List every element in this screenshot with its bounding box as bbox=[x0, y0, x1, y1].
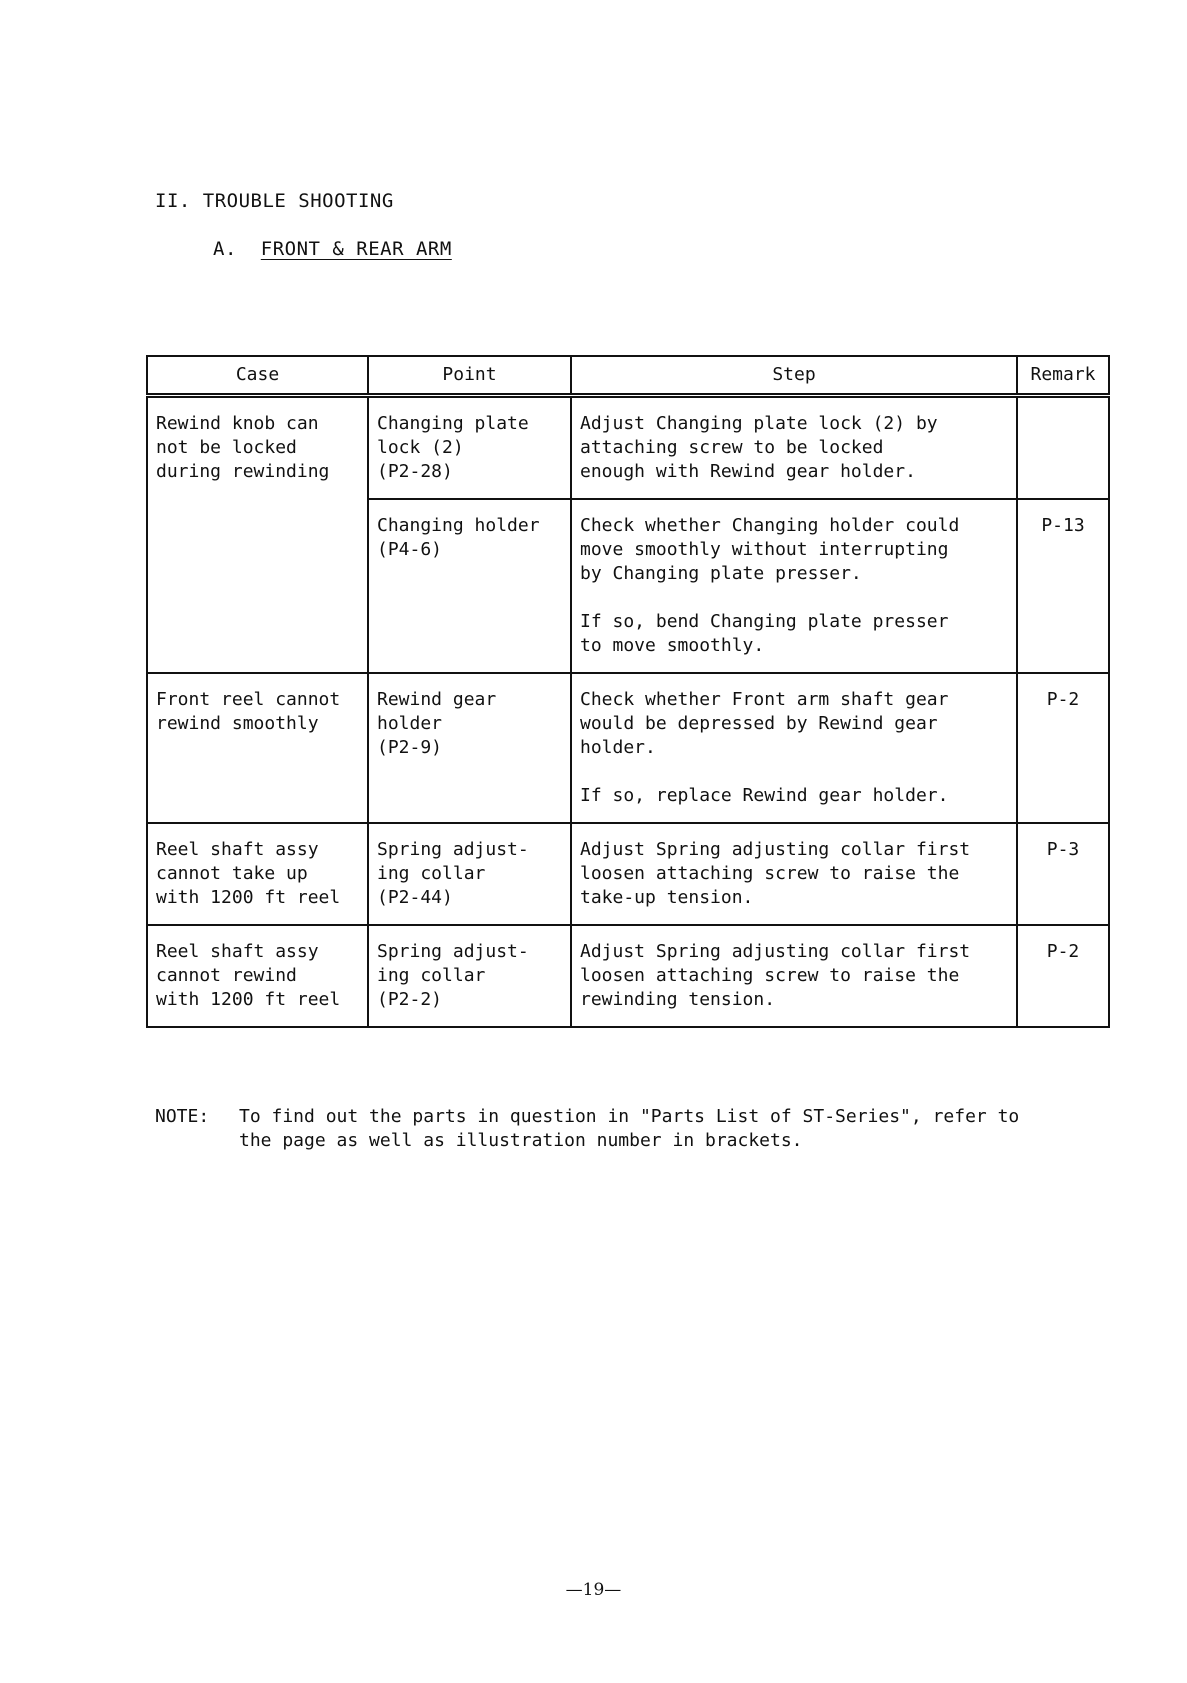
note-text: To find out the parts in question in "Parts List of ST-Series", refer to the page as well as illustration number in brackets. bbox=[239, 1106, 1020, 1151]
case-cell: Rewind knob can not be locked during rewinding bbox=[147, 396, 368, 674]
subsection-name: FRONT & REAR ARM bbox=[260, 238, 452, 260]
table-row bbox=[147, 673, 1109, 823]
header-remark: Remark bbox=[1017, 356, 1109, 396]
remark-cell bbox=[1017, 396, 1109, 500]
case-cell: Front reel cannot rewind smoothly bbox=[147, 673, 368, 823]
page-number: —19— bbox=[565, 1580, 622, 1600]
step-cell: Adjust Spring adjusting collar first loosen attaching screw to raise the rewinding tension. bbox=[571, 925, 1017, 1027]
point-cell: Spring adjust- ing collar (P2-44) bbox=[368, 823, 571, 925]
point-cell: Changing plate lock (2) (P2-28) bbox=[368, 396, 571, 500]
header-step: Step bbox=[571, 356, 1017, 396]
table-row bbox=[147, 925, 1109, 1027]
table-row bbox=[147, 823, 1109, 925]
subsection-title bbox=[213, 238, 452, 260]
point-cell: Spring adjust- ing collar (P2-2) bbox=[368, 925, 571, 1027]
case-cell: Reel shaft assy cannot take up with 1200 ft reel bbox=[147, 823, 368, 925]
remark-cell: P-3 bbox=[1017, 823, 1109, 925]
header-point: Point bbox=[368, 356, 571, 396]
step-cell: Adjust Changing plate lock (2) by attaching screw to be locked enough with Rewind gear holder. bbox=[571, 396, 1017, 500]
step-cell: Adjust Spring adjusting collar first loosen attaching screw to raise the take-up tension. bbox=[571, 823, 1017, 925]
remark-cell: P-2 bbox=[1017, 673, 1109, 823]
point-cell: Rewind gear holder (P2-9) bbox=[368, 673, 571, 823]
step-cell: Check whether Changing holder could move smoothly without interrupting by Changing plate presser. If so, bend Changing plate presser to move smoothly. bbox=[571, 499, 1017, 673]
header-case: Case bbox=[147, 356, 368, 396]
table-row bbox=[147, 396, 1109, 500]
table-header-row bbox=[147, 356, 1109, 396]
remark-cell: P-2 bbox=[1017, 925, 1109, 1027]
section-title: II. TROUBLE SHOOTING bbox=[155, 190, 394, 212]
troubleshooting-table bbox=[146, 355, 1110, 1028]
case-cell: Reel shaft assy cannot rewind with 1200 ft reel bbox=[147, 925, 368, 1027]
point-cell: Changing holder (P4-6) bbox=[368, 499, 571, 673]
step-cell: Check whether Front arm shaft gear would be depressed by Rewind gear holder. If so, replace Rewind gear holder. bbox=[571, 673, 1017, 823]
subsection-label: A. bbox=[213, 238, 237, 260]
remark-cell: P-13 bbox=[1017, 499, 1109, 673]
note-label: NOTE: bbox=[155, 1106, 210, 1127]
